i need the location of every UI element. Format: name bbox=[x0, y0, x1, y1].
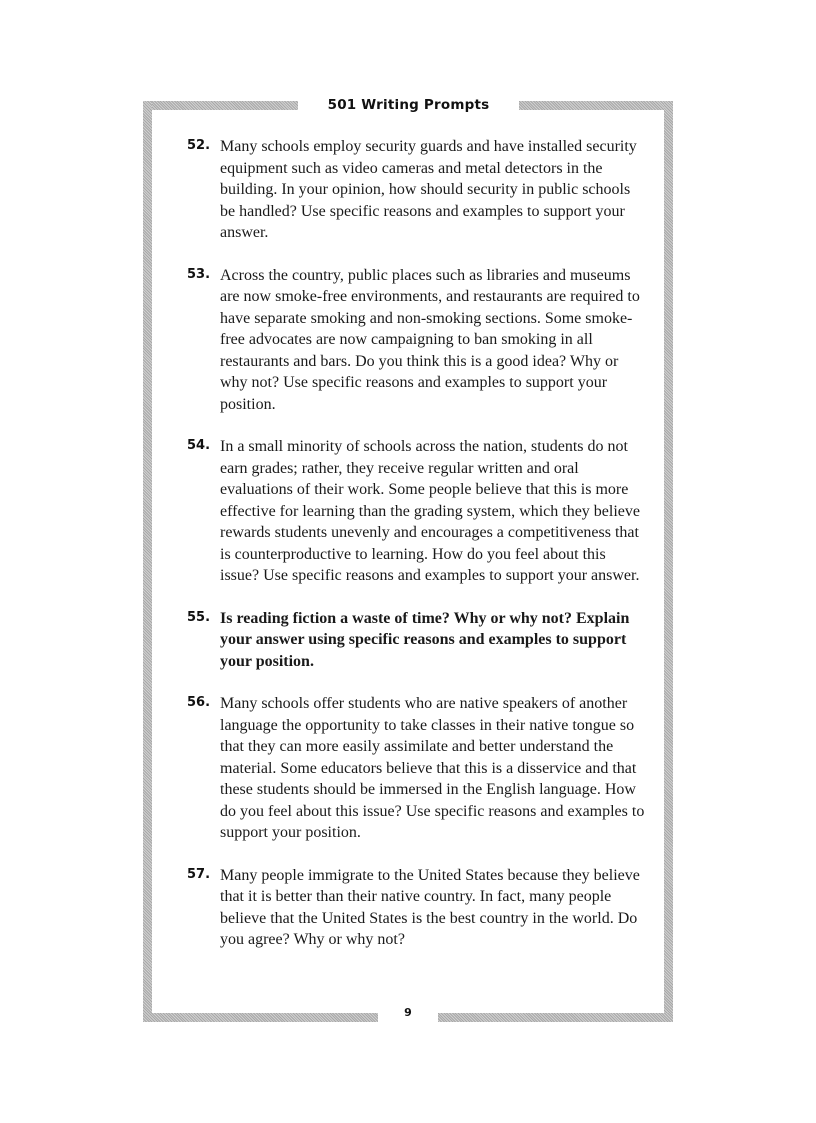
frame-bottom-left-bar bbox=[143, 1013, 378, 1022]
prompt-text: Many schools offer students who are native speakers of another language the opportunity to take classes in their native tongue so that they can more easily assimilate and better understand the material. Some educators believe that this is a disservice and that these students should be immersed in the English language. How do you feel about this issue? Use specific reasons and examples to support your position. bbox=[220, 695, 645, 841]
page-header-title: 501 Writing Prompts bbox=[327, 97, 490, 113]
prompt-number: 55. bbox=[187, 609, 211, 625]
prompt-number: 53. bbox=[187, 266, 211, 282]
prompt-item bbox=[187, 265, 647, 416]
prompt-item-highlighted bbox=[187, 608, 647, 673]
prompt-text: In a small minority of schools across the nation, students do not earn grades; rather, they receive regular written and oral evaluations of their work. Some people believe that this is more effective for learning than the grading system, which they believe rewards students unevenly and encourages a competitiveness that is counterproductive to learning. How do you feel about this issue? Use specific reasons and examples to support your answer. bbox=[220, 438, 640, 584]
prompt-text: Many people immigrate to the United States because they believe that it is better than their native country. In fact, many people believe that the United States is the best country in the world. Do you agree? Why or why not? bbox=[220, 866, 640, 948]
prompt-number: 52. bbox=[187, 138, 211, 153]
prompt-text: Many schools employ security guards and have installed security equipment such as video cameras and metal detectors in the building. In your opinion, how should security in public schools be handled? Use specific reasons and examples to support your answer. bbox=[220, 138, 637, 241]
prompt-item bbox=[187, 136, 647, 244]
page-number: 9 bbox=[404, 1006, 412, 1019]
prompt-text: Across the country, public places such as libraries and museums are now smoke-free environments, and restaurants are required to have separate smoking and non-smoking sections. Some smoke-free advocates are now campaigning to ban smoking in all restaurants and bars. Do you think this is a good idea? Why or why not? Use specific reasons and examples to support your position. bbox=[220, 266, 640, 413]
prompt-number: 56. bbox=[187, 695, 211, 710]
prompt-list bbox=[187, 136, 647, 972]
prompt-text: Is reading fiction a waste of time? Why or why not? Explain your answer using specific reasons and examples to support your position. bbox=[220, 609, 630, 670]
prompt-item bbox=[187, 865, 647, 951]
frame-top-right-bar bbox=[519, 101, 673, 110]
frame-top-left-bar bbox=[143, 101, 298, 110]
prompt-number: 57. bbox=[187, 866, 211, 882]
prompt-number: 54. bbox=[187, 438, 211, 453]
prompt-item bbox=[187, 436, 647, 587]
frame-right-bar bbox=[664, 101, 673, 1022]
frame-left-bar bbox=[143, 101, 152, 1022]
prompt-item bbox=[187, 693, 647, 844]
frame-bottom-right-bar bbox=[438, 1013, 673, 1022]
